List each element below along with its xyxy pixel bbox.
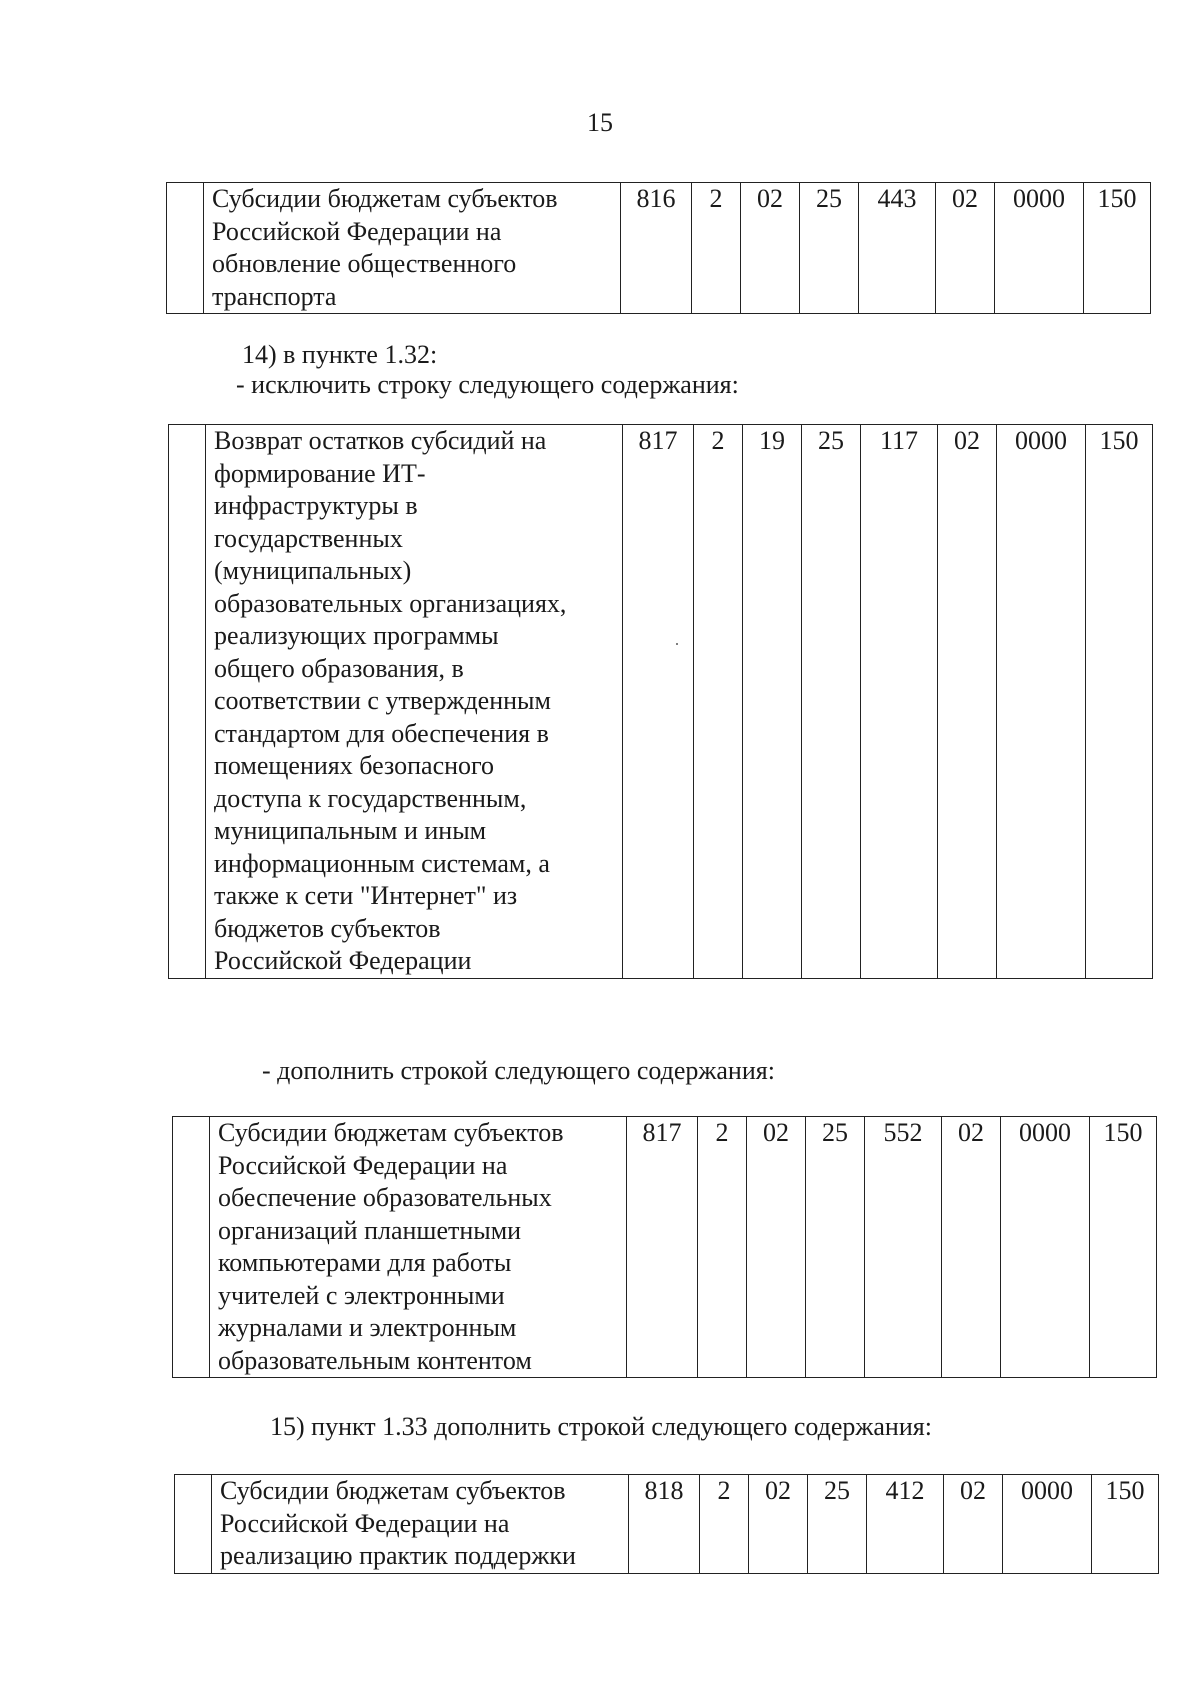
description-line: также к сети "Интернет" из xyxy=(214,881,518,910)
code-cell: 150 xyxy=(1086,425,1153,979)
description-line: образовательным контентом xyxy=(218,1345,532,1375)
row-description xyxy=(210,1117,627,1378)
description-line: обеспечение образовательных xyxy=(218,1183,552,1212)
description-line: Российской Федерации на xyxy=(218,1150,508,1180)
description-line: бюджетов субъектов xyxy=(214,913,441,943)
code-cell: 117 xyxy=(861,425,938,979)
description-line: транспорта xyxy=(212,281,337,311)
code-cell: 150 xyxy=(1092,1475,1159,1574)
row-description xyxy=(212,1475,629,1574)
description-line: соответствии с утвержденным xyxy=(214,686,551,715)
code-cell: 25 xyxy=(800,183,859,314)
description-line: Субсидии бюджетам субъектов xyxy=(212,184,558,213)
description-line: обновление общественного xyxy=(212,249,517,278)
description-line: государственных xyxy=(214,523,403,553)
code-cell: 02 xyxy=(936,183,995,314)
code-cell: 150 xyxy=(1090,1117,1157,1378)
description-line: организаций планшетными xyxy=(218,1215,522,1245)
code-cell: 0000 xyxy=(1001,1117,1090,1378)
table-row xyxy=(173,1117,1157,1378)
budget-row-table-1 xyxy=(166,182,1151,314)
row-description xyxy=(206,425,623,979)
table-row xyxy=(169,425,1153,979)
description-line: помещениях безопасного xyxy=(214,751,495,780)
description-line: компьютерами для работы xyxy=(218,1248,512,1277)
empty-cell xyxy=(173,1117,210,1378)
code-cell: 2 xyxy=(694,425,743,979)
description-line: информационным системам, а xyxy=(214,848,550,878)
item14-add-text: - дополнить строкой следующего содержания: xyxy=(262,1056,775,1085)
description-line: общего образования, в xyxy=(214,653,464,683)
empty-cell xyxy=(175,1475,212,1574)
table-row xyxy=(167,183,1151,314)
code-cell: 19 xyxy=(743,425,802,979)
item14-heading: 14) в пункте 1.32: xyxy=(242,340,438,369)
description-line: реализацию практик поддержки xyxy=(220,1541,576,1570)
code-cell: 02 xyxy=(741,183,800,314)
scan-speck xyxy=(676,643,678,645)
code-cell: 817 xyxy=(627,1117,698,1378)
code-cell: 02 xyxy=(942,1117,1001,1378)
description-line: Субсидии бюджетам субъектов xyxy=(220,1476,566,1505)
description-line: (муниципальных) xyxy=(214,556,412,585)
code-cell: 02 xyxy=(747,1117,806,1378)
code-cell: 2 xyxy=(692,183,741,314)
description-line: Российской Федерации на xyxy=(220,1508,510,1538)
code-cell: 552 xyxy=(865,1117,942,1378)
empty-cell xyxy=(167,183,204,314)
item15-text: 15) пункт 1.33 дополнить строкой следующего содержания: xyxy=(270,1412,932,1441)
description-line: Субсидии бюджетам субъектов xyxy=(218,1118,564,1147)
description-line: доступа к государственным, xyxy=(214,783,527,813)
code-cell: 25 xyxy=(806,1117,865,1378)
code-cell: 443 xyxy=(859,183,936,314)
description-line: муниципальным и иным xyxy=(214,816,487,845)
table-row xyxy=(175,1475,1159,1574)
description-line: Российской Федерации на xyxy=(212,216,502,246)
description-line: инфраструктуры в xyxy=(214,491,418,520)
code-cell: 25 xyxy=(802,425,861,979)
empty-cell xyxy=(169,425,206,979)
code-cell: 02 xyxy=(749,1475,808,1574)
description-line: образовательных организациях, xyxy=(214,588,567,618)
description-line: формирование ИТ- xyxy=(214,458,426,488)
code-cell: 0000 xyxy=(1003,1475,1092,1574)
budget-row-table-2 xyxy=(168,424,1153,979)
code-cell: 2 xyxy=(700,1475,749,1574)
code-cell: 02 xyxy=(944,1475,1003,1574)
code-cell: 0000 xyxy=(995,183,1084,314)
item14-exclude-text: - исключить строку следующего содержания: xyxy=(236,370,739,399)
code-cell: 818 xyxy=(629,1475,700,1574)
budget-row-table-3 xyxy=(172,1116,1157,1378)
code-cell: 816 xyxy=(621,183,692,314)
description-line: Российской Федерации xyxy=(214,946,472,975)
code-cell: 150 xyxy=(1084,183,1151,314)
row-description xyxy=(204,183,621,314)
description-line: стандартом для обеспечения в xyxy=(214,718,549,748)
description-line: учителей с электронными xyxy=(218,1280,505,1310)
code-cell: 2 xyxy=(698,1117,747,1378)
code-cell: 412 xyxy=(867,1475,944,1574)
description-line: реализующих программы xyxy=(214,621,499,650)
description-line: Возврат остатков субсидий на xyxy=(214,426,547,455)
code-cell: 817 xyxy=(623,425,694,979)
code-cell: 25 xyxy=(808,1475,867,1574)
page-number: 15 xyxy=(587,108,613,137)
code-cell: 0000 xyxy=(997,425,1086,979)
code-cell: 02 xyxy=(938,425,997,979)
description-line: журналами и электронным xyxy=(218,1313,517,1342)
budget-row-table-4 xyxy=(174,1474,1159,1574)
